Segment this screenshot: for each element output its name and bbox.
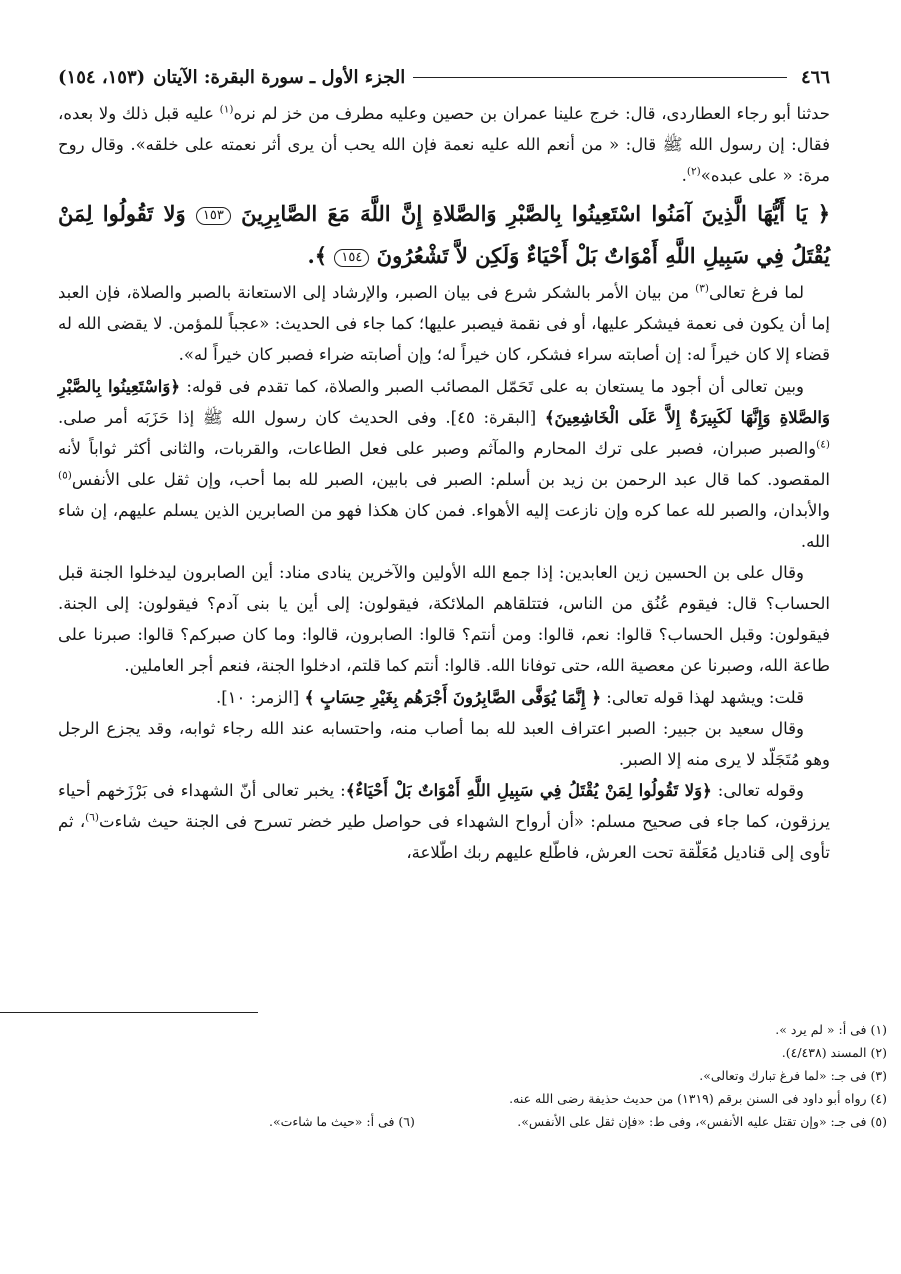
paragraph xyxy=(58,775,830,868)
text-segment: [البقرة: ٤٥]. وفى الحديث كان رسول الله ﷺ إذا حَزَبَه أمر صلى. xyxy=(58,407,545,427)
text-segment: لما فرغ تعالى xyxy=(709,283,804,303)
paragraph xyxy=(58,682,830,713)
text-segment: : يخبر تعالى أنّ الشهداء فى بَرْزَخهم أحياء يرزقون، كما جاء فى صحيح مسلم: «أن أرواح الشهداء فى حواصل طير خضر تسرح فى الجنة حيث شاءت xyxy=(58,780,830,831)
footnote-2: (٢) المسند (٤/٤٣٨). xyxy=(781,1045,887,1060)
footnote-marker: (٦) xyxy=(85,811,100,824)
text-segment: حدثنا أبو رجاء العطاردى، قال: خرج علينا عمران بن حصين وعليه مطرف من خز لم نره xyxy=(233,104,831,123)
text-segment: [الزمر: ١٠]. xyxy=(215,687,305,707)
footnote-marker: (٣) xyxy=(695,282,710,295)
text-segment: قلت: ويشهد لهذا قوله تعالى: xyxy=(601,687,804,707)
quran-quote: ﴿وَلا تَقُولُوا لِمَنْ يُقْتَلُ فِي سَبِيلِ اللَّهِ أَمْوَاتٌ بَلْ أَحْيَاءٌ﴾ xyxy=(345,780,712,800)
book-page xyxy=(58,64,830,868)
footnote-marker: (٢) xyxy=(686,165,701,178)
footnote-5: (٥) فى جـ: «وإن تقتل عليه الأنفس»، وفى ط: «فإن ثقل على الأنفس». xyxy=(517,1114,887,1129)
text-segment: . xyxy=(681,166,687,186)
text-segment: وقوله تعالى: xyxy=(711,780,804,800)
header-rule xyxy=(413,77,787,78)
text-segment: ، ثم تأوى إلى قناديل مُعَلّقة تحت العرش، فاطّلع عليهم ربك اطّلاعة، xyxy=(58,811,830,862)
paragraph xyxy=(58,98,830,191)
quran-quote: ﴿ إِنَّمَا يُوَفَّى الصَّابِرُونَ أَجْرَهُم بِغَيْرِ حِسَابٍ ﴾ xyxy=(304,687,602,707)
footnote-4: (٤) رواه أبو داود فى السنن برقم (١٣١٩) من حديث حذيفة رضى الله عنه. xyxy=(509,1091,887,1106)
footnote-marker: (٥) xyxy=(58,469,72,482)
paragraph xyxy=(58,371,830,558)
text-segment: وبين تعالى أن أجود ما يستعان به على تَحَمّل المصائب الصبر والصلاة، كما تقدم فى قوله: xyxy=(180,376,804,396)
text-segment: من بيان الأمر بالشكر شرع فى بيان الصبر، والإرشاد إلى الاستعانة بالصبر والصلاة، فإن العبد إما أن يكون فى نعمة فيشكر عليها، أو فى نقمة فيصبر عليها؛ كما جاء فى الحديث: «عجباً للمؤمن. لا يقضى الله له قضاء إلا كان خيراً له: إن أصابته سراء فشكر، كان خيراً له؛ وإن أصابته ضراء فصبر كان خيراً له». xyxy=(58,283,830,365)
footnote-marker: (١) xyxy=(219,103,234,116)
verse-number-marker: ١٥٣ xyxy=(196,207,231,225)
paragraph xyxy=(58,557,830,681)
verse-number-marker: ١٥٤ xyxy=(334,249,369,267)
running-header xyxy=(58,64,830,90)
text-segment: ﴾. xyxy=(307,243,335,269)
main-text xyxy=(58,98,830,868)
footnotes xyxy=(129,1018,901,1133)
page-number: ٤٦٦ xyxy=(800,66,830,88)
text-segment: وقال على بن الحسين زين العابدين: إذا جمع الله الأولين والآخرين ينادى مناد: أين الصابرون ليدخلوا الجنة قبل الحساب؟ قال: فيقوم عُنُق من الناس، فتتلقاهم الملائكة، فيقولون: إلى أين يا بنى آدم؟ فيقولون: إلى الجنة. فيقولون: وقبل الحساب؟ قالوا: نعم، قالوا: ومن أنتم؟ قالوا: الصابرون، قالوا: وما كان صبركم؟ قالوا: صبرنا على طاعة الله، وصبرنا عن معصية الله، حتى توفانا الله. قالوا: أنتم كما قلتم، ادخلوا الجنة، فنعم أجر العاملين. xyxy=(58,563,830,676)
paragraph xyxy=(58,277,830,370)
footnote-3: (٣) فى جـ: «لما فرغ تبارك وتعالى». xyxy=(699,1068,887,1083)
quran-quote: ﴿وَاسْتَعِينُوا بِالصَّبْرِ وَالصَّلاةِ وَإِنَّهَا لَكَبِيرَةٌ إِلاَّ عَلَى الْخَاشِعِينَ﴾ xyxy=(58,376,830,427)
footnote-6: (٦) فى أ: «حيث ما شاءت». xyxy=(269,1114,415,1129)
footnote-rule xyxy=(0,1012,258,1013)
text-segment: وَلا تَقُولُوا لِمَنْ يُقْتَلُ فِي سَبِيلِ اللَّهِ أَمْوَاتٌ بَلْ أَحْيَاءٌ وَلَكِن لاَّ تَشْعُرُونَ xyxy=(58,201,830,269)
footnote-1: (١) فى أ: « لم يرد ». xyxy=(775,1022,887,1037)
text-segment: ﴿ يَا أَيُّهَا الَّذِينَ آمَنُوا اسْتَعِينُوا بِالصَّبْرِ وَالصَّلاةِ إِنَّ اللَّهَ مَعَ الصَّابِرِينَ xyxy=(230,201,830,227)
footnote-marker: (٤) xyxy=(816,438,830,451)
text-segment: وقال سعيد بن جبير: الصبر اعتراف العبد لله بما أصاب منه، واحتسابه عند الله رجاء ثوابه، وقد يجزع الرجل وهو مُتَجَلّد لا يرى منه إلا الصبر. xyxy=(58,718,830,769)
quran-verse-block xyxy=(58,193,830,277)
footnote-row-5-6 xyxy=(129,1110,901,1133)
text-segment: والأبدان، والصبر لله عما كره وإن نازعت إليه الأهواء. فمن كان هكذا فهو من الصابرين الذين يسلم عليهم، إن شاء الله. xyxy=(58,500,830,552)
verse-range: (١٥٣، ١٥٤) xyxy=(58,66,146,88)
running-title: الجزء الأول ـ سورة البقرة: الآيتان xyxy=(153,66,406,88)
paragraph xyxy=(58,713,830,775)
text-segment: والصبر صبران، فصبر على ترك المحارم والمآثم وصبر على فعل الطاعات، والقربات، والثانى أكثر ثواباً لأنه المقصود. كما قال عبد الرحمن بن زيد بن أسلم: الصبر فى بابين، الصبر لله بما أحب، وإن ثقل على الأنفس xyxy=(58,438,830,489)
text-segment: عليه قبل ذلك ولا بعده، فقال: إن رسول الله ﷺ قال: « من أنعم الله عليه نعمة فإن الله يحب أن يرى أثر نعمته على خلقه». وقال روح مرة: « على عبده» xyxy=(58,104,830,186)
